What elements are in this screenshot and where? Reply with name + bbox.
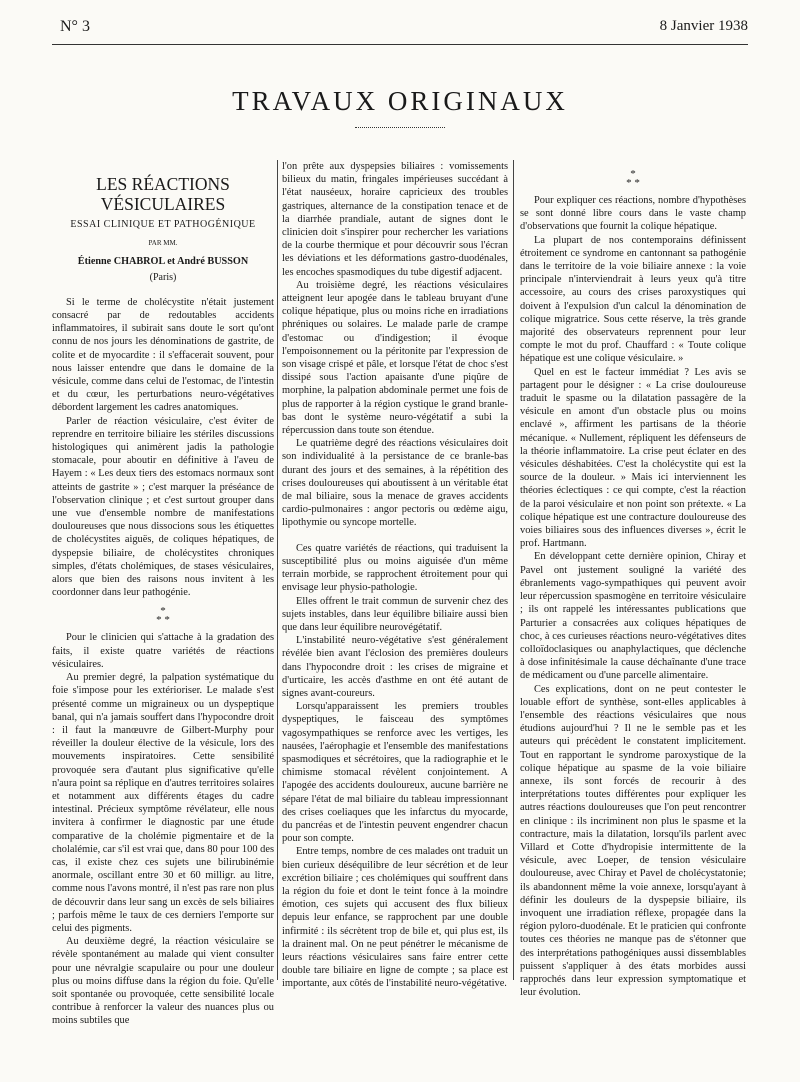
column-1 <box>52 160 274 1028</box>
paragraph: Parler de réaction vésiculaire, c'est éviter de reprendre en territoire biliaire les stériles discussions histologiques qui animèrent jadis la pathologie stomacale, pour aboutir en définitive à l'aveu de Hayem : « Les deux tiers des estomacs normaux sont atteints de gastrite » ; c'est marquer la préséance de l'observation clinique ; et c'est surtout grouper dans une vue d'ensemble nombre de manifestations douloureuses que nous dissocions sous les étiquettes de cholécystites aiguës, de coliques hépatiques, de dyspepsie biliaire, de cholécystites chroniques simples, d'états cholémiques, de stases vésiculaires, alors que bien des raisons nous invitent à les coordonner dans leur pathogénie. <box>52 415 274 599</box>
article-title: LES RÉACTIONS VÉSICULAIRES <box>96 174 230 214</box>
paragraph: L'instabilité neuro-végétative s'est généralement révélée bien avant l'éclosion des premières douleurs dans l'hypocondre droit : les crises de migraine et d'urticaire, les accès d'asthme en ont été autant de signes avant-coureurs. <box>282 635 508 699</box>
section-separator: * * * <box>626 168 640 189</box>
paragraph: Au troisième degré, les réactions vésiculaires atteignent leur apogée dans le tableau bruyant d'une colique hépatique, plus ou moins riche en irradiations phréniques ou solaires. Le malade parle de crampe d'estomac ou d'indigestion; il évoque l'empoisonnement ou la péritonite par l'expression de son visage crispé et pâle, et lorsque l'état de choc s'est dissipé sous l'action apaisante d'une piqûre de morphine, la palpation abdominale permet une fois de plus de rapporter à la région cystique le grand branle-bas dont le système neuro-végétatif a subi la répercussion dans toute son étendue. <box>282 279 508 437</box>
column-rule-2 <box>513 160 514 980</box>
issue-date: 8 Janvier 1938 <box>659 18 748 34</box>
paragraph: Le quatrième degré des réactions vésiculaires doit son individualité à la persistance de ce branle-bas durant des jours et des semaines, à la répétition des crises douloureuses qui aboutissent à un véritable état de mal biliaire, sous la menace de graves accidents cardio-pulmonaires : angor pectoris ou œdème aigu, lipothymie ou syncope mortelle. <box>282 438 508 529</box>
paragraph: Entre temps, nombre de ces malades ont traduit un bien curieux déséquilibre de leur sécrétion et de leur excrétion biliaire ; ces cholémiques qui souffrent dans la région du foie et dont le teint fonce à la moindre émotion, ces sujets qui accusent des flux bilieux depuis leur enfance, se rapprochent par une double infirmité : ils sécrètent trop de bile et, qui plus est, ils la drainent mal. On ne peut pénétrer le mécanisme de leurs réactions vésiculaires sans faire entrer cette double tare biliaire en ligne de compte ; sa place est importante, aux côtés de l'instabilité neuro-végétative. <box>282 846 508 990</box>
section-separator: * * * <box>156 605 170 627</box>
paragraph: Lorsqu'apparaissent les premiers troubles dyspeptiques, le faisceau des symptômes vagosympathiques se renforce avec les vertiges, les nausées, l'aérophagie et l'ensemble des manifestations spasmodiques et sécrétoires, que la radiographie et le chimisme stomacal révèlent conjointement. A l'apogée des accidents douloureux, aucune barrière ne sépare l'état de mal biliaire du tableau impressionnant des crises coeliaques que les infarctus du myocarde, du pancréas et de l'intestin peuvent engendrer chacun pour son compte. <box>282 701 508 845</box>
article-authors: Étienne CHABROL et André BUSSON <box>77 256 249 268</box>
paragraph: Quel en est le facteur immédiat ? Les avis se partagent pour le désigner : « La crise douloureuse traduit le spasme ou la dilatation passagère de la vésicule en amont d'un obstacle plus ou moins enclavé », affirment les partisans de la théorie mécanique. « Nullement, répliquent les défenseurs de la théorie inflammatoire. La crise peut éclater en des vésicules déshabitées. C'est la cholécystite qui est la source de la douleur. » Mais ici interviennent les théories éclectiques : ce qui compte, c'est la réaction de la paroi vésiculaire et non point son prétexte. « La colique hépatique est une contracture douloureuse des voies biliaires sous des influences diverses », écrit le prof. Hartmann. <box>520 366 746 550</box>
issue-number: N° 3 <box>60 18 90 35</box>
column-3 <box>520 160 746 999</box>
paragraph: Au premier degré, la palpation systématique du foie s'impose pour les extérioriser. Le malade s'est présenté comme un migraineux ou un dyspeptique banal, qui n'a jamais souffert dans l'hypocondre droit : il faut la manœuvre de Gilbert-Murphy pour réveiller la douleur élective de la vésicule, lors des mouvements inspiratoires. Cette sensibilité provoquée sera d'autant plus significative qu'elle n'aura point sa réplique en d'autres territoires solaires et notamment aux différents étages du cadre intestinal. Précieux symptôme révélateur, elle nous invitera à confirmer le diagnostic par une étude comparative de la cholémie pigmentaire et de la cholalémie, car s'il est vrai que, dans 80 pour 100 des cas, il existe chez ces sujets une bilirubinémie anormale, oscillant entre 30 et 60 milligr. au litre, comme nous l'avons montré, il n'est pas rare non plus de découvrir dans leur sang un excès de sels biliaires ; parfois même le taux de ces derniers l'emporte sur celui des pigments. <box>52 672 274 934</box>
paragraph: l'on prête aux dyspepsies biliaires : vomissements bilieux du matin, fringales impérieuses succédant à l'état nauséeux, horaire capricieux des troubles gastriques, alternance de la constipation tenace et de la diarrhée prandiale, autant de signes dont le clinicien doit s'inspirer pour rechercher les variations de la courbe thermique et pour découvrir sous l'écran les déviations et les déformations gastro-duodénales, les encoches spasmodiques du tube digestif adjacent. <box>282 161 508 278</box>
section-title: TRAVAUX ORIGINAUX <box>232 86 568 116</box>
paragraph: Elles offrent le trait commun de survenir chez des sujets instables, dans leur équilibre biliaire aussi bien que dans leur équilibre neurovégétatif. <box>282 595 508 633</box>
article-subtitle: ESSAI CLINIQUE ET PATHOGÉNIQUE <box>70 219 256 230</box>
paragraph: Si le terme de cholécystite n'était justement consacré par de redoutables accidents inflammatoires, il subirait sans doute le sort qu'ont connu de nos jours les dénominations de gastrite, de colite et de myocardite : il s'effacerait souvent, pour nous laisser entendre que dans le domaine de la vésicule, comme dans celui de l'estomac, de l'intestin et du cœur, les perturbations neuro-végétatives débordent largement les cadres anatomiques. <box>52 296 274 414</box>
header-rule <box>52 44 748 45</box>
column-2 <box>282 160 508 991</box>
column-rule-1 <box>277 160 278 980</box>
paragraph: En développant cette dernière opinion, Chiray et Pavel ont justement souligné la variété des ébranlements vago-sympathiques qui peuvent avoir leur répercussion spasmogène en territoire vésiculaire ; ils ont rappelé les intéressantes publications que Parturier a consacrées aux coliques hépatiques de choc, à ces curieuses réactions neuro-végétatives dites colloïdoclasiques ou anaphylactiques, que déclenche à dose infinitésimale la cause déchaînante d'une trace de médicament ou d'une parcelle alimentaire. <box>520 551 746 682</box>
paragraph: Ces quatre variétés de réactions, qui traduisent la susceptibilité plus ou moins aiguisée d'un même terrain morbide, se rapprochent étroitement pour qui envisage leur physio-pathologie. <box>282 542 508 594</box>
article-location: (Paris) <box>149 271 177 283</box>
title-divider <box>355 127 445 128</box>
paragraph: Au deuxième degré, la réaction vésiculaire se révèle spontanément au malade qui vient consulter pour une névralgie scapulaire ou pour une douleur plus ou moins diffuse dans la région du foie. Qu'elle soit spontanée ou provoquée, cette sensibilité locale contribue à renforcer la valeur des nuances plus ou moins subtiles que <box>52 936 274 1027</box>
paragraph: Ces explications, dont on ne peut contester le louable effort de synthèse, sont-elles applicables à l'ensemble des réactions vésiculaires que nous étudions aujourd'hui ? Il ne le semble pas et les auteurs qui précèdent le constatent implicitement. Tout en rapportant le syndrome paroxystique de la colique hépatique au spasme de la voie biliaire annexe, ils sont forcés de recourir à des interprétations toutes différentes pour expliquer les autres réactions douloureuses que l'on peut rencontrer en clinique : ils incriminent non plus le spasme et la contracture, mais la dilatation, lorsqu'ils parlent avec Villard et Cotte d'hydropisie intermittente de la vésicule, avec Loeper, de tension vésiculaire douloureuse, avec Chiray et Pavel de cholécystatonie; ils abandonnent même la voie annexe, lorsqu'ayant à définir les douleurs de la dyspepsie biliaire, ils invoquent une irradiation réflexe, propagée dans la région pyloro-duodénale. Et le praticien qui confronte toutes ces théories ne manque pas de s'étonner que des interprétations pathogéniques aussi dissemblables puissent s'appliquer à des états morbides aussi rapprochés dans leur expression symptomatique et leur évolution. <box>520 683 746 999</box>
paragraph: La plupart de nos contemporains définissent étroitement ce syndrome en cantonnant sa pathogénie dans le territoire de la voie biliaire annexe : la voie principale n'interviendrait à leurs yeux qu'à titre accessoire, au cours des crises paroxystiques qui doivent à l'expulsion d'un calcul la dénomination de colique migratrice. Sous cette réserve, la très grande majorité des observateurs reprennent pour leur compte le mot du prof. Chauffard : « Toute colique hépatique est une colique vésiculaire. » <box>520 234 746 365</box>
paragraph: Pour le clinicien qui s'attache à la gradation des faits, il existe quatre variétés de réactions vésiculaires. <box>52 632 274 670</box>
article-par: PAR MM. <box>148 239 178 248</box>
paragraph: Pour expliquer ces réactions, nombre d'hypothèses se sont donné libre cours dans le vaste champ d'observations que fournit la colique hépatique. <box>520 195 746 233</box>
